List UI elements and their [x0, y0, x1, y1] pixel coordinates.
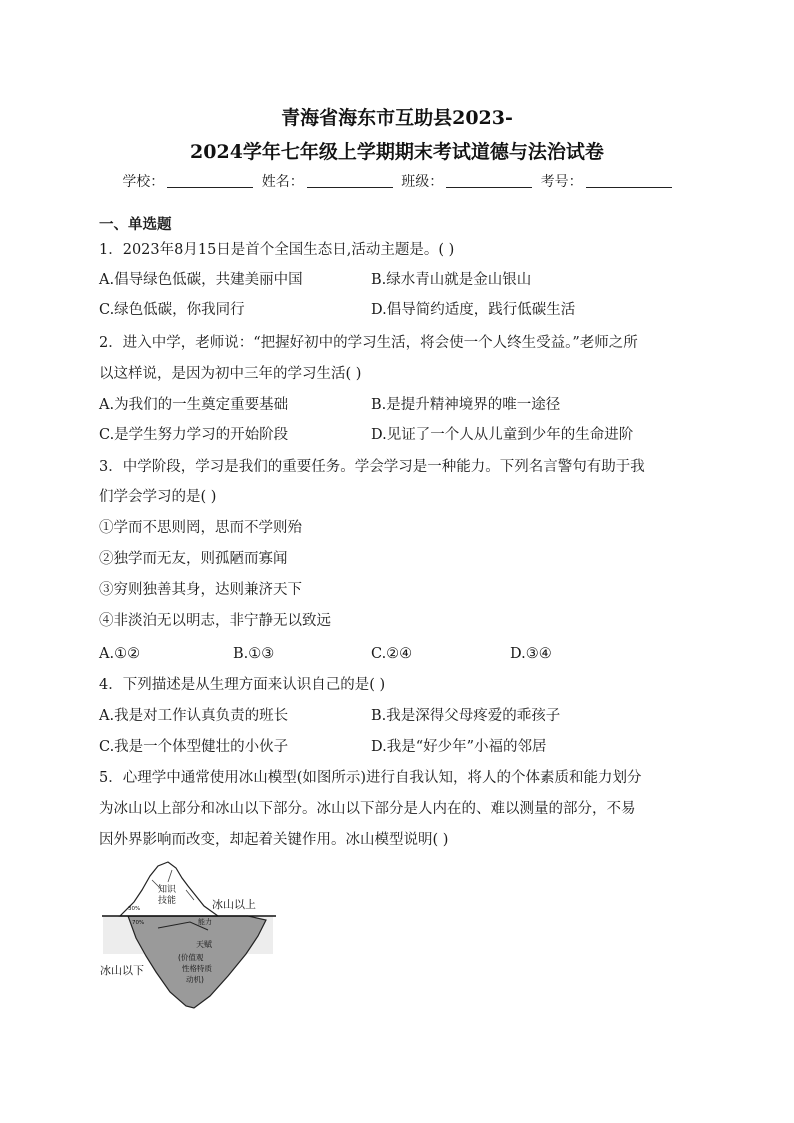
exam-no-blank [586, 174, 672, 188]
q1-option-d: D.倡导简约适度，践行低碳生活 [371, 302, 576, 318]
question-5-stem-line2: 为冰山以上部分和冰山以下部分。冰山以下部分是人内在的、难以测量的部分，不易 [99, 801, 636, 817]
name-label: 姓名： [261, 174, 304, 190]
question-2-stem-line1: 2．进入中学，老师说：“把握好初中的学习生活，将会使一个人终生受益。”老师之所 [99, 335, 638, 351]
question-4-stem: 4．下列描述是从生理方面来认识自己的是( ) [99, 677, 386, 693]
pct-bottom-label: 70% [132, 920, 145, 926]
question-2-stem-line2: 以这样说，是因为初中三年的学习生活( ) [99, 366, 362, 382]
q4-option-c: C.我是一个体型健壮的小伙子 [99, 739, 289, 755]
above-water-label: 冰山以上 [212, 898, 256, 911]
q1-option-a: A.倡导绿色低碳，共建美丽中国 [99, 272, 303, 288]
q3-item-2: ②独学而无友，则孤陋而寡闻 [99, 551, 288, 567]
q3-option-c: C.②④ [371, 646, 413, 662]
question-1-stem: 1．2023年8月15日是首个全国生态日,活动主题是。( ) [99, 242, 455, 258]
section-heading: 一、单选题 [99, 217, 172, 233]
q3-item-4: ④非淡泊无以明志，非宁静无以致远 [99, 613, 331, 629]
q2-option-c: C.是学生努力学习的开始阶段 [99, 427, 289, 443]
below-water-label: 冰山以下 [100, 964, 144, 977]
talent-label: 天赋 [196, 940, 212, 949]
values-label-3: 动机) [186, 975, 204, 984]
school-blank [167, 174, 253, 188]
q3-option-a: A.①② [99, 646, 141, 662]
q3-item-3: ③穷则独善其身，达则兼济天下 [99, 582, 302, 598]
iceberg-model-figure [98, 856, 278, 1016]
q4-option-d: D.我是“好少年”小福的邻居 [371, 739, 547, 755]
q2-option-a: A.为我们的一生奠定重要基础 [99, 397, 289, 413]
iceberg-submerged [128, 916, 266, 1008]
iceberg-svg [98, 856, 278, 1016]
question-5-stem-line1: 5．心理学中通常使用冰山模型(如图所示)进行自我认知，将人的个体素质和能力划分 [99, 770, 642, 786]
school-label: 学校： [122, 174, 165, 190]
exam-title-line1: 青海省海东市互助县2023- [281, 107, 513, 129]
knowledge-label-1: 知识 [158, 885, 177, 895]
exam-no-label: 考号： [540, 174, 583, 190]
name-blank [307, 174, 393, 188]
pct-top-label: 30% [128, 906, 141, 912]
q3-item-1: ①学而不思则罔，思而不学则殆 [99, 520, 302, 536]
class-label: 班级： [401, 174, 444, 190]
values-label-2: 性格特质 [182, 964, 212, 973]
q4-option-b: B.我是深得父母疼爱的乖孩子 [371, 708, 561, 724]
class-blank [446, 174, 532, 188]
question-3-stem-line2: 们学会学习的是( ) [99, 489, 217, 505]
ability-label: 能力 [198, 918, 212, 926]
question-3-stem-line1: 3．中学阶段，学习是我们的重要任务。学会学习是一种能力。下列名言警句有助于我 [99, 459, 645, 475]
q2-option-b: B.是提升精神境界的唯一途径 [371, 397, 561, 413]
exam-title-line2: 2024学年七年级上学期期末考试道德与法治试卷 [190, 141, 604, 163]
q2-option-d: D.见证了一个人从儿童到少年的生命进阶 [371, 427, 634, 443]
q4-option-a: A.我是对工作认真负责的班长 [99, 708, 289, 724]
q3-option-d: D.③④ [510, 646, 552, 662]
knowledge-label-2: 技能 [158, 896, 177, 906]
q3-option-b: B.①③ [233, 646, 275, 662]
q1-option-b: B.绿水青山就是金山银山 [371, 272, 532, 288]
values-label-1: (价值观 [178, 953, 204, 962]
student-info-row [0, 171, 794, 191]
question-5-stem-line3: 因外界影响而改变，却起着关键作用。冰山模型说明( ) [99, 832, 449, 848]
q1-option-c: C.绿色低碳，你我同行 [99, 302, 245, 318]
